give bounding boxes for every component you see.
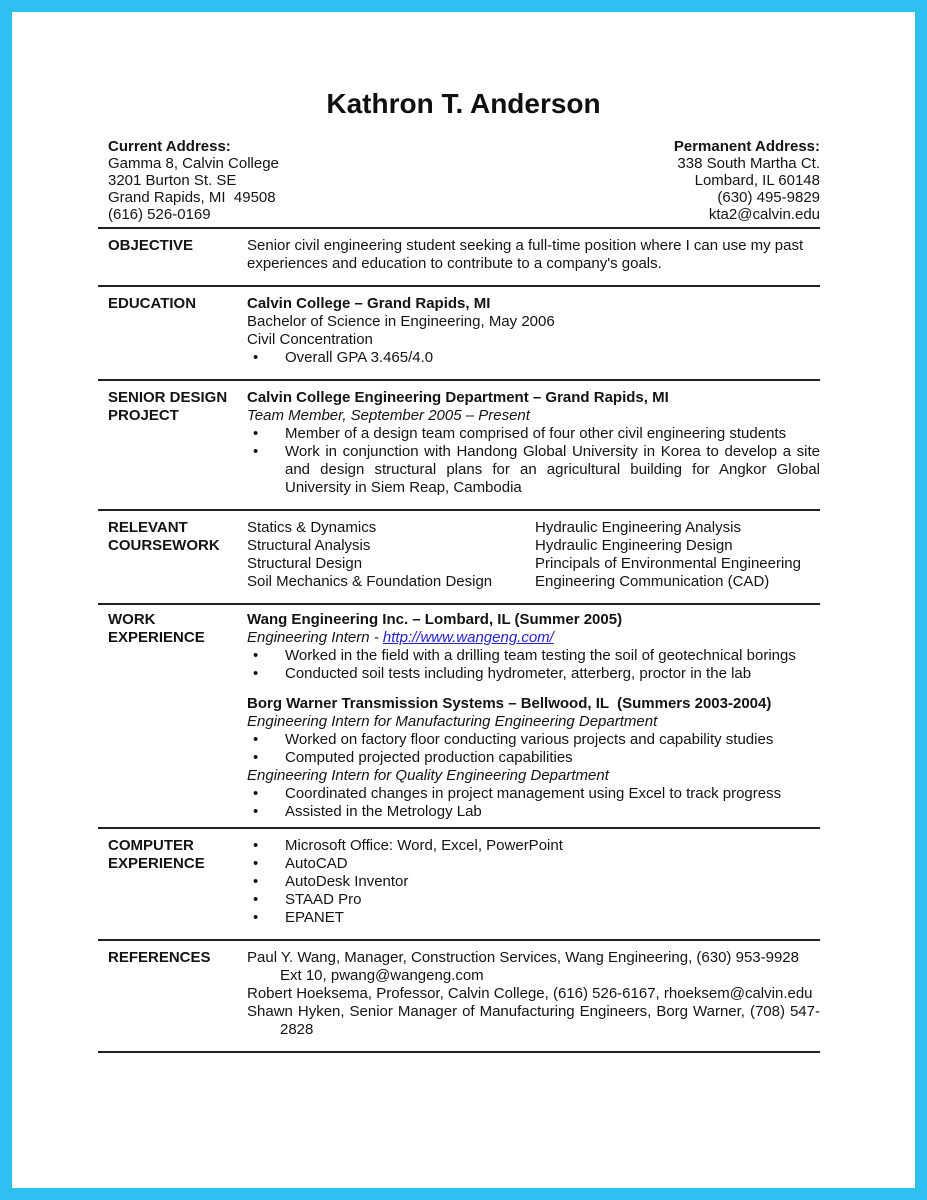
list-item: • EPANET [247,909,820,927]
section-relevant-coursework [98,511,820,603]
work-experience-label-line: EXPERIENCE [108,629,205,646]
section-education [98,287,820,379]
course-item: Hydraulic Engineering Analysis [535,519,741,536]
coursework-label-line: COURSEWORK [108,537,220,554]
list-item: • Conducted soil tests including hydrometer, atterberg, proctor in the lab [247,665,820,683]
computer-experience-body [247,837,820,927]
concentration-line: Civil Concentration [247,331,373,348]
course-item: Principals of Environmental Engineering [535,555,801,572]
computer-skills-list [247,837,820,927]
reference-entry: Paul Y. Wang, Manager, Construction Services, Wang Engineering, (630) 953-9928 Ext 10, pwang@wangeng.com [247,949,799,984]
computer-experience-label [98,837,247,927]
address-line: Lombard, IL 60148 [694,172,820,189]
list-item: • Assisted in the Metrology Lab [247,803,820,821]
list-item: • Worked on factory floor conducting various projects and capability studies [247,731,820,749]
employer-name: Borg Warner Transmission Systems – Bellwood, IL (Summers 2003-2004) [247,695,772,712]
education-label: EDUCATION [108,295,197,312]
section-senior-design-project [98,381,820,509]
work-experience-label [98,611,247,821]
list-item: • Member of a design team comprised of four other civil engineering students [247,425,820,443]
list-item: • STAAD Pro [247,891,820,909]
address-line: Gamma 8, Calvin College [108,155,279,172]
reference-entry: Robert Hoeksema, Professor, Calvin College, (616) 526-6167, rhoeksem@calvin.edu [247,985,813,1002]
work-experience-body [247,611,820,821]
job-bullet-list [247,785,820,821]
school-name: Calvin College – Grand Rapids, MI [247,295,491,312]
address-line: 338 South Martha Ct. [677,155,820,172]
course-item: Hydraulic Engineering Design [535,537,733,554]
current-address [98,138,279,223]
objective-label: OBJECTIVE [108,237,194,254]
senior-design-label-line: PROJECT [108,407,179,424]
coursework-label-line: RELEVANT [108,519,188,536]
coursework-columns [247,519,820,591]
section-work-experience [98,605,820,827]
senior-design-label [98,389,247,497]
senior-design-bullet-list [247,425,820,497]
course-item: Engineering Communication (CAD) [535,573,770,590]
objective-body [247,237,820,273]
address-line: Grand Rapids, MI 49508 [108,189,276,206]
address-block [98,138,820,223]
permanent-address-label: Permanent Address: [673,138,820,155]
address-line: 3201 Burton St. SE [108,172,237,189]
course-item: Structural Analysis [247,537,371,554]
course-item: Statics & Dynamics [247,519,377,536]
employer-name: Wang Engineering Inc. – Lombard, IL (Summer 2005) [247,611,623,628]
list-item: • AutoDesk Inventor [247,873,820,891]
senior-design-body [247,389,820,497]
job-bullet-list [247,731,820,767]
list-item: • AutoCAD [247,855,820,873]
coursework-column-left [247,519,535,591]
computer-experience-label-line: EXPERIENCE [108,855,205,872]
references-body [247,949,820,1039]
address-line: (616) 526-0169 [108,206,211,223]
address-line: (630) 495-9829 [717,189,820,206]
role-line: Team Member, September 2005 – Present [247,407,530,424]
coursework-body [247,519,820,591]
section-divider [98,1051,820,1053]
role-title: Engineering Intern for Manufacturing Engineering Department [247,713,658,730]
education-bullet-list [247,349,820,367]
list-item: • Computed projected production capabilities [247,749,820,767]
coursework-label [98,519,247,591]
permanent-address [674,138,820,223]
current-address-label: Current Address: [108,138,231,155]
role-title: Engineering Intern for Quality Engineering Department [247,767,609,784]
work-experience-label-line: WORK [108,611,156,628]
list-item: • Work in conjunction with Handong Global University in Korea to develop a site and design structural plans for an agricultural building for Angkor Global University in Siem Reap, Cambodia [247,443,820,497]
list-item: • Microsoft Office: Word, Excel, PowerPoint [247,837,820,855]
degree-line: Bachelor of Science in Engineering, May 2006 [247,313,555,330]
references-label: REFERENCES [108,949,211,966]
reference-entry: Shawn Hyken, Senior Manager of Manufacturing Engineers, Borg Warner, (708) 547-2828 [247,1003,820,1038]
computer-experience-label-line: COMPUTER [108,837,194,854]
wangeng-link[interactable]: http://www.wangeng.com/ [382,629,554,646]
coursework-column-right [535,519,820,591]
section-objective [98,229,820,285]
course-item: Structural Design [247,555,363,572]
job-bullet-list [247,647,820,683]
objective-text: Senior civil engineering student seeking a full-time position where I can use my past experiences and education to contribute to a company's goals. [247,237,804,272]
role-title: Engineering Intern - [247,629,383,646]
list-item: • Coordinated changes in project management using Excel to track progress [247,785,820,803]
organization-name: Calvin College Engineering Department – Grand Rapids, MI [247,389,669,406]
section-references [98,941,820,1051]
senior-design-label-line: SENIOR DESIGN [108,389,228,406]
list-item: • Worked in the field with a drilling team testing the soil of geotechnical borings [247,647,820,665]
resume-sheet [98,138,820,1053]
course-item: Soil Mechanics & Foundation Design [247,573,493,590]
section-computer-experience [98,829,820,939]
list-item: • Overall GPA 3.465/4.0 [247,349,820,367]
email-address: kta2@calvin.edu [708,206,820,223]
education-body [247,295,820,367]
role-line [247,629,820,647]
page-title: Kathron T. Anderson [326,88,601,119]
